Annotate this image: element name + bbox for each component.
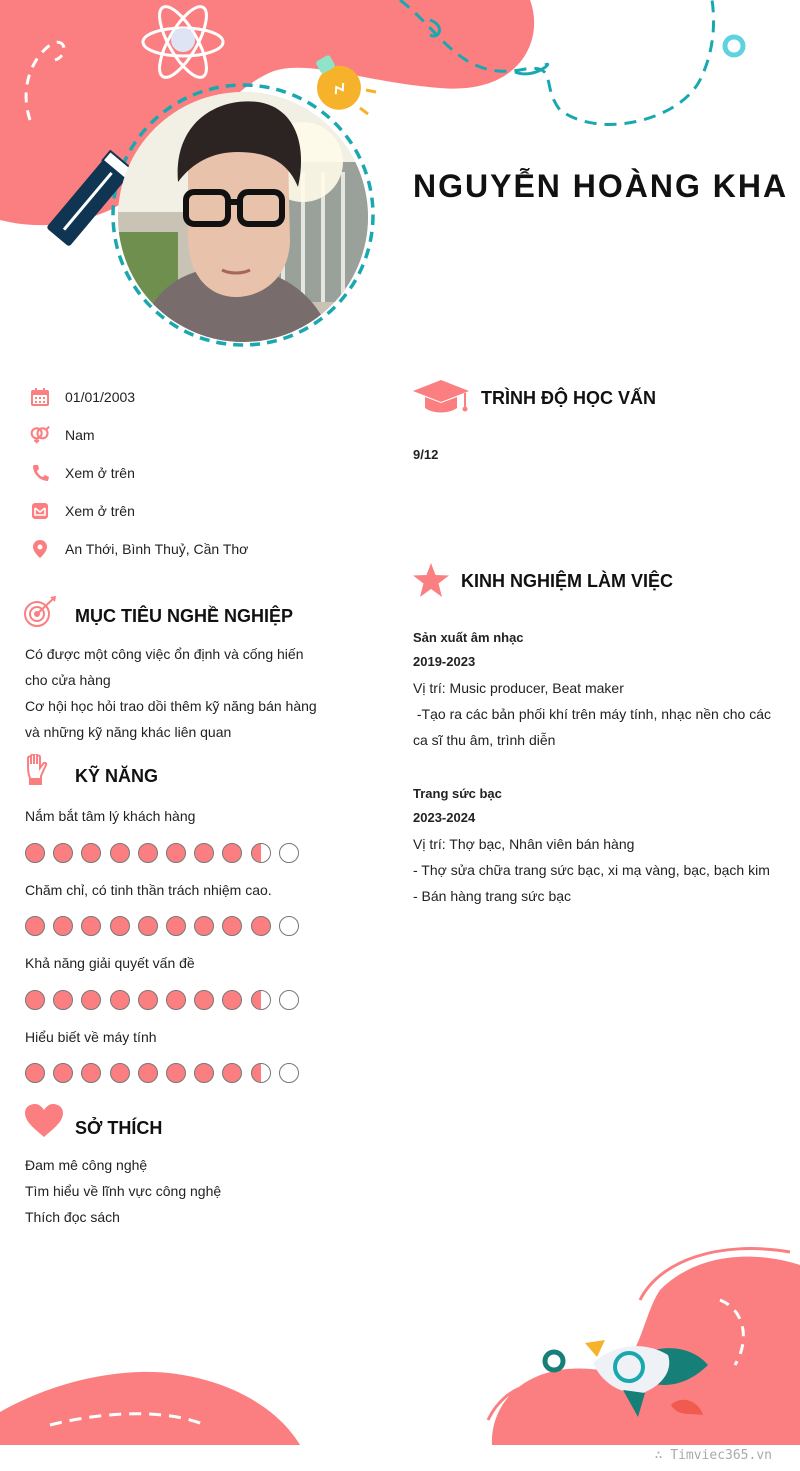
lightbulb-icon [300, 48, 380, 120]
skill-label: Khả năng giải quyết vấn đề [25, 955, 195, 971]
rating-dot [81, 990, 101, 1010]
objective-title: MỤC TIÊU NGHỀ NGHIỆP [75, 606, 294, 626]
hobby-item: Thích đọc sách [25, 1209, 120, 1225]
rating-dot [110, 1063, 130, 1083]
job-detail: - Bán hàng trang sức bạc [413, 888, 572, 904]
rating-dot [81, 843, 101, 863]
rating-dot [279, 916, 299, 936]
rating-dot [194, 1063, 214, 1083]
objective-line: và những kỹ năng khác liên quan [25, 724, 232, 740]
skill-rating [25, 843, 299, 863]
rating-dot [166, 1063, 186, 1083]
objective-line: Cơ hội học hỏi trao dồi thêm kỹ năng bán hàng [25, 698, 317, 714]
job-position: Vị trí: Music producer, Beat maker [413, 680, 624, 696]
skill-label: Hiểu biết về máy tính [25, 1029, 157, 1045]
objective-text [25, 641, 317, 745]
rating-dot [222, 990, 242, 1010]
gender-text: Nam [65, 427, 95, 443]
job-detail: -Tạo ra các bản phối khí trên máy tính, nhạc nền cho các [413, 706, 771, 722]
info-address [30, 537, 249, 561]
email-icon [30, 501, 50, 521]
rating-dot [110, 843, 130, 863]
job-period: 2023-2024 [413, 810, 476, 825]
job-detail: ca sĩ thu âm, trình diễn [413, 732, 556, 748]
birthday-text: 01/01/2003 [65, 389, 136, 405]
rating-dot [25, 1063, 45, 1083]
rating-dot [138, 843, 158, 863]
job-company: Sản xuất âm nhạc [413, 630, 524, 645]
rating-dot [166, 843, 186, 863]
job-position: Vị trí: Thợ bạc, Nhân viên bán hàng [413, 836, 635, 852]
rating-dot [138, 916, 158, 936]
rating-dot [81, 916, 101, 936]
gender-icon [30, 425, 50, 445]
candidate-name: NGUYỄN HOÀNG KHA [413, 168, 789, 204]
rating-dot [81, 1063, 101, 1083]
rating-dot [53, 916, 73, 936]
rating-dot [25, 843, 45, 863]
job-period: 2019-2023 [413, 654, 476, 669]
job-detail: - Thợ sửa chữa trang sức bạc, xi mạ vàng, bạc, bạch kim [413, 862, 770, 878]
skill-rating [25, 916, 299, 936]
experience-title: KINH NGHIỆM LÀM VIỆC [461, 571, 674, 591]
rating-dot [194, 843, 214, 863]
info-email [30, 499, 135, 523]
rating-dot [166, 990, 186, 1010]
rating-dot [166, 916, 186, 936]
info-phone [30, 461, 135, 485]
rating-dot [53, 990, 73, 1010]
rating-dot [194, 916, 214, 936]
skills-title: KỸ NĂNG [75, 766, 159, 786]
footer-brand: ∴ Timviec365.vn [654, 1448, 772, 1463]
skill-label: Nắm bắt tâm lý khách hàng [25, 808, 196, 824]
rating-dot [222, 843, 242, 863]
address-text: An Thới, Bình Thuỷ, Cần Thơ [65, 541, 249, 557]
location-icon [30, 539, 50, 559]
email-text: Xem ở trên [65, 503, 135, 519]
info-birthday [30, 385, 136, 409]
hobby-item: Đam mê công nghệ [25, 1157, 148, 1173]
rating-dot [194, 990, 214, 1010]
objective-line: cho cửa hàng [25, 672, 111, 688]
hobby-item: Tìm hiểu về lĩnh vực công nghệ [25, 1183, 222, 1199]
rocket-icon [583, 1335, 713, 1425]
skill-label: Chăm chỉ, có tinh thần trách nhiệm cao. [25, 882, 272, 898]
rating-dot [279, 1063, 299, 1083]
target-icon [24, 596, 58, 628]
graduation-cap-icon [413, 380, 469, 414]
skill-rating [25, 990, 299, 1010]
info-gender [30, 423, 95, 447]
rating-dot [222, 916, 242, 936]
job-company: Trang sức bạc [413, 786, 502, 801]
rating-dot [53, 843, 73, 863]
rating-dot [53, 1063, 73, 1083]
rating-dot [110, 990, 130, 1010]
phone-icon [30, 463, 50, 483]
atom-icon [140, 2, 226, 84]
rating-dot [138, 1063, 158, 1083]
rating-dot [222, 1063, 242, 1083]
rating-dot [25, 990, 45, 1010]
objective-line: Có được một công việc ổn định và cống hiến [25, 646, 304, 662]
rating-dot [251, 990, 271, 1010]
star-icon [413, 563, 449, 597]
heart-icon [25, 1104, 63, 1138]
phone-text: Xem ở trên [65, 465, 135, 481]
hand-icon [25, 754, 49, 786]
job-entry [413, 781, 770, 909]
rating-dot [251, 1063, 271, 1083]
rating-dot [251, 843, 271, 863]
hobbies-title: SỞ THÍCH [75, 1118, 163, 1138]
skill-rating [25, 1063, 299, 1083]
education-title: TRÌNH ĐỘ HỌC VẤN [481, 388, 656, 408]
rating-dot [25, 916, 45, 936]
rating-dot [251, 916, 271, 936]
rating-dot [138, 990, 158, 1010]
calendar-icon [30, 387, 50, 407]
education-level: 9/12 [413, 447, 439, 462]
rating-dot [279, 990, 299, 1010]
avatar [118, 92, 368, 342]
rating-dot [279, 843, 299, 863]
hobbies-text [25, 1152, 221, 1230]
rating-dot [110, 916, 130, 936]
job-entry [413, 625, 771, 753]
